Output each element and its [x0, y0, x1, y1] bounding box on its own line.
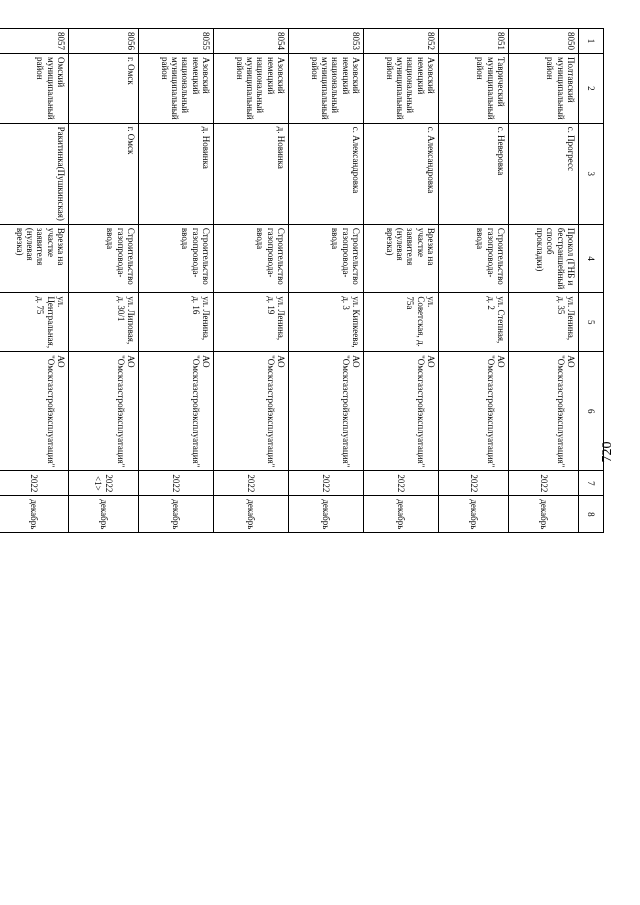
district-cell: Азовский немецкий национальный муниципальный район [289, 54, 364, 124]
header-cell: 8 [579, 496, 604, 533]
month-cell: декабрь [214, 496, 289, 533]
month-cell: декабрь [364, 496, 439, 533]
month-cell: декабрь [69, 496, 139, 533]
address-cell: ул. Липовая, д. 30/1 [69, 293, 139, 352]
district-cell: Полтавский муниципальный район [509, 54, 579, 124]
table-row [289, 29, 364, 533]
district-cell: Азовский немецкий национальный муниципальный район [139, 54, 214, 124]
row-number: 8052 [364, 29, 439, 54]
locality-cell: д. Новинка [214, 123, 289, 224]
year-cell: 2022 [364, 471, 439, 496]
address-cell: ул. Центральная, д. 75 [0, 293, 69, 352]
header-cell: 7 [579, 471, 604, 496]
contractor-cell: АО "Омскгазстройэксплуатация" [69, 352, 139, 471]
month-cell: декабрь [509, 496, 579, 533]
district-cell: Азовский немецкий национальный муниципальный район [364, 54, 439, 124]
table-row [214, 29, 289, 533]
work-type-cell: Строительство газопровода-ввода [289, 224, 364, 292]
contractor-cell: АО "Омскгазстройэксплуатация" [439, 352, 509, 471]
gasification-table [0, 28, 604, 533]
contractor-cell: АО "Омскгазстройэксплуатация" [0, 352, 69, 471]
month-cell: декабрь [289, 496, 364, 533]
contractor-cell: АО "Омскгазстройэксплуатация" [139, 352, 214, 471]
year-cell: 2022 [509, 471, 579, 496]
row-number: 8053 [289, 29, 364, 54]
table-row [69, 29, 139, 533]
row-number: 8050 [509, 29, 579, 54]
year-cell: 2022 [214, 471, 289, 496]
locality-cell: с. Неверовка [439, 123, 509, 224]
table-row [0, 29, 69, 533]
district-cell: Таврический муниципальный район [439, 54, 509, 124]
month-cell: декабрь [139, 496, 214, 533]
contractor-cell: АО "Омскгазстройэксплуатация" [289, 352, 364, 471]
district-cell: Омский муниципальный район [0, 54, 69, 124]
year-cell: 2022 [289, 471, 364, 496]
header-cell: 2 [579, 54, 604, 124]
address-cell: ул. Кипкеева, д. 3 [289, 293, 364, 352]
locality-cell: д. Новинка [139, 123, 214, 224]
work-type-cell: Прокол (ГНБ и бестраншейный способ прокладки) [509, 224, 579, 292]
locality-cell: с. Александровка [289, 123, 364, 224]
row-number: 8055 [139, 29, 214, 54]
district-cell: г. Омск [69, 54, 139, 124]
locality-cell: с. Прогресс [509, 123, 579, 224]
address-cell: ул. Степная, д. 2 [439, 293, 509, 352]
page-number: 720 [600, 441, 615, 463]
table-row [509, 29, 579, 533]
row-number: 8057 [0, 29, 69, 54]
year-cell: 2022 [0, 471, 69, 496]
row-number: 8054 [214, 29, 289, 54]
header-cell: 3 [579, 123, 604, 224]
header-cell: 1 [579, 29, 604, 54]
locality-cell: с. Александровка [364, 123, 439, 224]
year-cell: 2022 [139, 471, 214, 496]
table-row [439, 29, 509, 533]
table-wrapper [0, 28, 604, 533]
month-cell: декабрь [0, 496, 69, 533]
month-cell: декабрь [439, 496, 509, 533]
row-number: 8051 [439, 29, 509, 54]
locality-cell: Ракитинка(Пушкинская) [0, 123, 69, 224]
header-cell: 6 [579, 352, 604, 471]
contractor-cell: АО "Омскгазстройэксплуатация" [364, 352, 439, 471]
year-cell: 2022 <1> [69, 471, 139, 496]
contractor-cell: АО "Омскгазстройэксплуатация" [214, 352, 289, 471]
header-row [579, 29, 604, 533]
locality-cell: г. Омск [69, 123, 139, 224]
work-type-cell: Строительство газопровода-ввода [69, 224, 139, 292]
work-type-cell: Строительство газопровода-ввода [439, 224, 509, 292]
row-number: 8056 [69, 29, 139, 54]
address-cell: ул. Ленина, д. 35 [509, 293, 579, 352]
work-type-cell: Строительство газопровода-ввода [214, 224, 289, 292]
year-cell: 2022 [439, 471, 509, 496]
address-cell: ул. Советская, д. 75а [364, 293, 439, 352]
address-cell: ул. Ленина, д. 16 [139, 293, 214, 352]
contractor-cell: АО "Омскгазстройэксплуатация" [509, 352, 579, 471]
work-type-cell: Врезка на участке заявителя (нулевая врезка) [364, 224, 439, 292]
work-type-cell: Врезка на участке заявителя (нулевая врезка) [0, 224, 69, 292]
district-cell: Азовский немецкий национальный муниципальный район [214, 54, 289, 124]
table-row [139, 29, 214, 533]
table-row [364, 29, 439, 533]
header-cell: 4 [579, 224, 604, 292]
work-type-cell: Строительство газопровода-ввода [139, 224, 214, 292]
address-cell: ул. Ленина, д. 19 [214, 293, 289, 352]
header-cell: 5 [579, 293, 604, 352]
